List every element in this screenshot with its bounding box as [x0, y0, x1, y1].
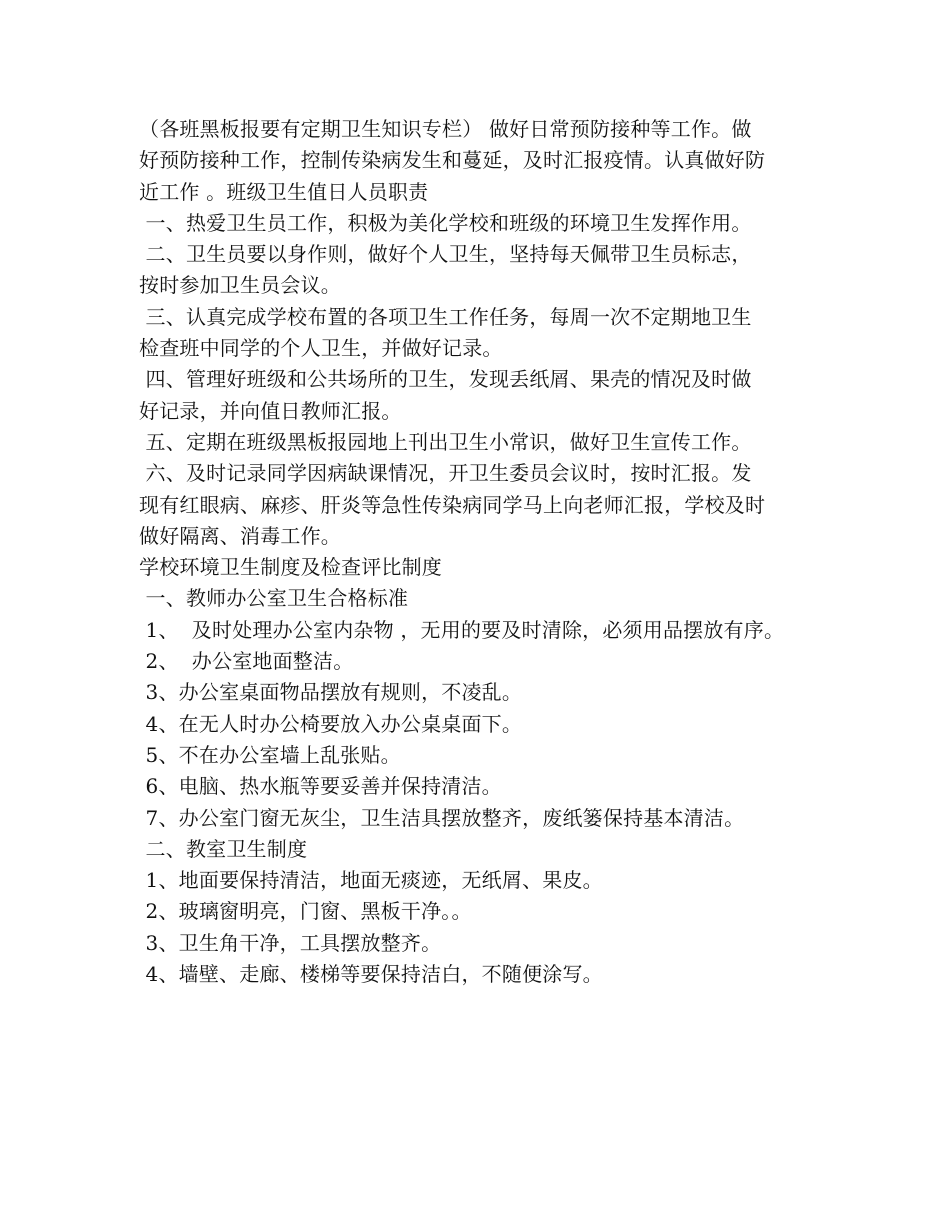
text-line: 一、热爱卫生员工作，积极为美化学校和班级的环境卫生发挥作用。: [139, 210, 752, 235]
text-line: 好预防接种工作，控制传染病发生和蔓延，及时汇报疫情。认真做好防: [139, 148, 766, 173]
text-line: 五、定期在班级黑板报园地上刊出卫生小常识，做好卫生宣传工作。: [139, 429, 752, 454]
text-line: 近工作 。班级卫生值日人员职责: [139, 179, 429, 204]
list-item: 4、墙壁、走廊、楼梯等要保持洁白，不随便涂写。: [139, 962, 603, 987]
text-line: 二、卫生员要以身作则，做好个人卫生，坚持每天佩带卫生员标志，: [139, 242, 752, 267]
subsection-heading: 二、教室卫生制度: [139, 836, 308, 861]
text-line: 按时参加卫生员会议。: [139, 273, 341, 298]
list-item: 2、 办公室地面整洁。: [139, 649, 354, 674]
text-line: 六、及时记录同学因病缺课情况，开卫生委员会议时，按时汇报。发: [139, 461, 752, 486]
text-line: 四、管理好班级和公共场所的卫生，发现丢纸屑、果壳的情况及时做: [139, 367, 752, 392]
document-body: [139, 114, 829, 990]
list-item: 6、电脑、热水瓶等要妥善并保持清洁。: [139, 774, 502, 799]
text-line: 做好隔离、消毒工作。: [139, 523, 341, 548]
section-heading: 学校环境卫生制度及检查评比制度: [139, 555, 442, 580]
text-line: 现有红眼病、麻疹、肝炎等急性传染病同学马上向老师汇报，学校及时: [139, 492, 766, 517]
text-line: 三、认真完成学校布置的各项卫生工作任务，每周一次不定期地卫生: [139, 304, 752, 329]
subsection-heading: 一、教师办公室卫生合格标准: [139, 586, 409, 611]
list-item: 1、 及时处理办公室内杂物 ，无用的要及时清除，必须用品摆放有序。: [139, 617, 785, 642]
list-item: 4、在无人时办公椅要放入办公桌桌面下。: [139, 711, 523, 736]
text-line: 检查班中同学的个人卫生，并做好记录。: [139, 336, 503, 361]
text-line: （各班黑板报要有定期卫生知识专栏） 做好日常预防接种等工作。做: [139, 117, 752, 141]
list-item: 5、不在办公室墙上乱张贴。: [139, 742, 401, 767]
list-item: 3、办公室桌面物品摆放有规则，不凌乱。: [139, 680, 523, 705]
list-item: 1、地面要保持清洁，地面无痰迹，无纸屑、果皮。: [139, 868, 603, 893]
text-line: 好记录，并向值日教师汇报。: [139, 398, 402, 423]
list-item: 2、玻璃窗明亮，门窗、黑板干净。。: [139, 899, 472, 924]
list-item: 7、办公室门窗无灰尘，卫生洁具摆放整齐，废纸篓保持基本清洁。: [139, 805, 745, 830]
list-item: 3、卫生角干净，工具摆放整齐。: [139, 930, 442, 955]
